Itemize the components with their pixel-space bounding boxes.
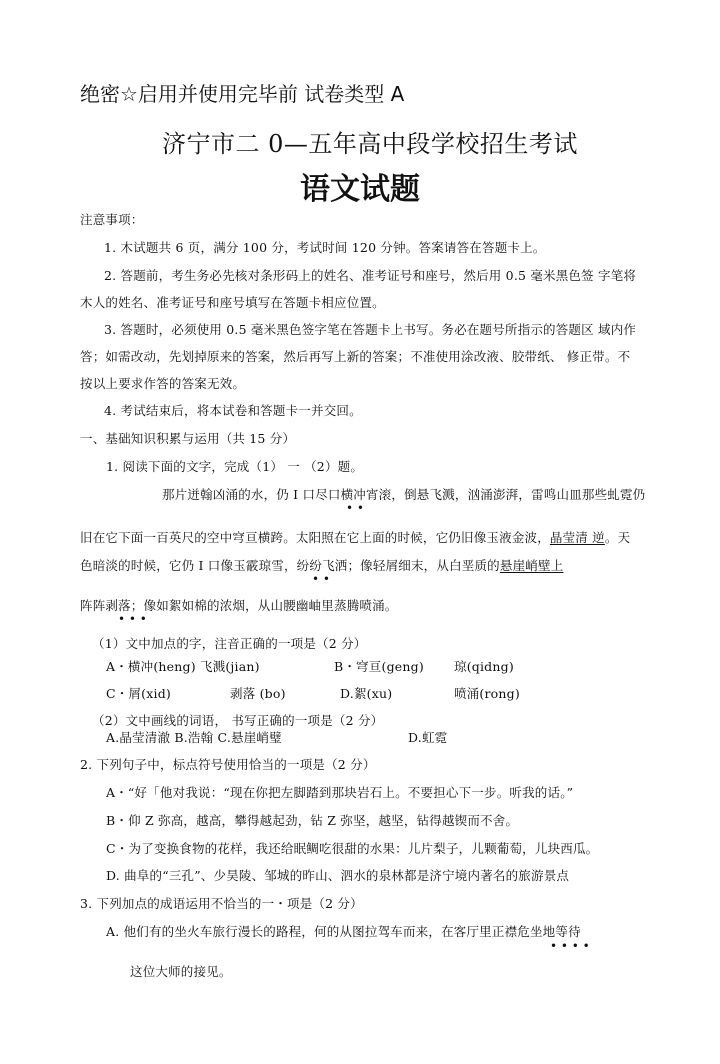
sub-question-1: （1）文中加点的字，注音正确的一项是（2 分） — [92, 636, 367, 651]
sub2-option-d: D.虹霓 — [408, 730, 448, 745]
secrecy-label: 绝密☆启用并使用完毕前 试卷类型 A — [80, 82, 405, 106]
underlined-phrase-2: 悬崖峭壁上 — [499, 558, 564, 573]
sub1-option-c-2: 剥落 (bo) — [230, 686, 286, 701]
emphasis-dots-2: • • — [312, 572, 330, 586]
q3-option-a: A. 他们有的坐火车旅行漫长的路程，何的从图拉驾车而来，在客厅里正襟危坐地等待 — [106, 924, 581, 939]
sub1-option-a: A・横冲(heng) 飞溅(jian) — [106, 659, 260, 674]
passage-line-1: 那片迸翰凶涌的水，仍 I 口尽口横冲宵滚，倒悬飞溅，汹涌澎湃，雷鸣山皿那些虬霓仍 — [162, 487, 646, 502]
section1-heading: 一、基础知识积累与运用（共 15 分） — [80, 431, 296, 446]
q2-option-b: B・仰 Z 弥高，越高，攀得越起劲，钻 Z 弥坚，越坚，钻得越锲而不舍。 — [106, 813, 519, 828]
sub1-option-d-2: 喷涌(rong) — [454, 686, 520, 701]
q2-option-c: C・为了变换食物的花样，我还给眠鲷吃很甜的水果：儿片梨子，儿颗葡萄，儿块西瓜。 — [106, 841, 599, 856]
notice-item-3-cont2: 按以上要求作答的答案无效。 — [80, 376, 246, 391]
sub1-option-c: C・屑(xid) — [106, 686, 171, 701]
question-2: 2. 下列句子中，标点符号使用恰当的一项是（2 分） — [80, 757, 376, 772]
emphasis-dots-4: • • • • — [550, 939, 590, 953]
emphasis-dots-3: • • • — [118, 612, 147, 626]
emphasis-dots-1: • • — [346, 501, 364, 515]
sub1-option-d: D.絮(xu) — [340, 686, 393, 701]
notice-item-3-cont: 答；如需改动，先划掉原来的答案，然后再写上新的答案；不准使用涂改液、胶带纸、 修正带。不 — [80, 349, 631, 364]
notice-item-4: 4. 考试结束后，将本试卷和答题卡一并交回。 — [104, 403, 362, 418]
notice-item-2-cont: 木人的姓名、准考证号和座号填写在答题卡相应位置。 — [80, 295, 385, 310]
sub1-option-b: B・穹亘(geng) — [334, 659, 424, 674]
notice-item-3: 3. 答题时，必须使用 0.5 毫米黑色签字笔在答题卡上书写。务必在题号所指示的答题区 域内作 — [104, 322, 637, 337]
q1-intro: 1. 阅读下面的文字，完成（1） 一 （2）题。 — [106, 459, 364, 474]
notice-heading: 注意事项： — [80, 212, 144, 227]
passage-line-2-end: 。天 — [604, 530, 631, 545]
question-3: 3. 下列加点的成语运用不恰当的一・项是（2 分） — [80, 896, 363, 911]
q3-option-a-cont: 这位大师的接见。 — [130, 964, 232, 979]
passage-line-4: 阵阵剥落；像如絮如棉的浓烟，从山腰幽岫里蒸腾喷涌。 — [80, 598, 398, 613]
sub-question-2: （2）文中画线的词语， 书写正确的一项是（2 分） — [92, 713, 384, 728]
sub2-options: A.晶莹清澈 B.浩翰 C.悬崖峭璧 — [106, 730, 282, 745]
notice-item-1: 1. 木试题共 6 页，满分 100 分，考试时间 120 分钟。答案请答在答题卡上。 — [104, 240, 546, 255]
passage-line-2-text: 旧在它下面一百英尺的空中穹亘横跨。太阳照在它上面的时候，它仍旧像玉液金波， — [80, 530, 550, 545]
subject-title: 语文试题 — [300, 172, 420, 207]
passage-line-2 — [80, 528, 630, 546]
sub1-option-b-2: 琼(qidng) — [454, 659, 514, 674]
passage-line-3-text: 色暗淡的时候，它仍 I 口像玉霰琼雪，纷纷飞洒；像轻屑细末，从白垩质的 — [80, 558, 500, 573]
underlined-phrase-1: 晶莹清 逆 — [549, 530, 605, 545]
q2-option-a: A・“好「他对我说：“现在你把左脚踏到那块岩石上。不要担心下一步。听我的话。” — [106, 785, 574, 800]
q2-option-d: D. 曲阜的“三孔”、少昊陵、邹城的昨山、泗水的泉林都是济宁境内著名的旅游景点 — [106, 868, 570, 883]
notice-item-2: 2. 答题前，考生务必先核对条形码上的姓名、准考证号和座号，然后用 0.5 毫米黑色签 字笔将 — [104, 268, 637, 283]
exam-title: 济宁市二 0—五年高中段学校招生考试 — [162, 130, 578, 158]
